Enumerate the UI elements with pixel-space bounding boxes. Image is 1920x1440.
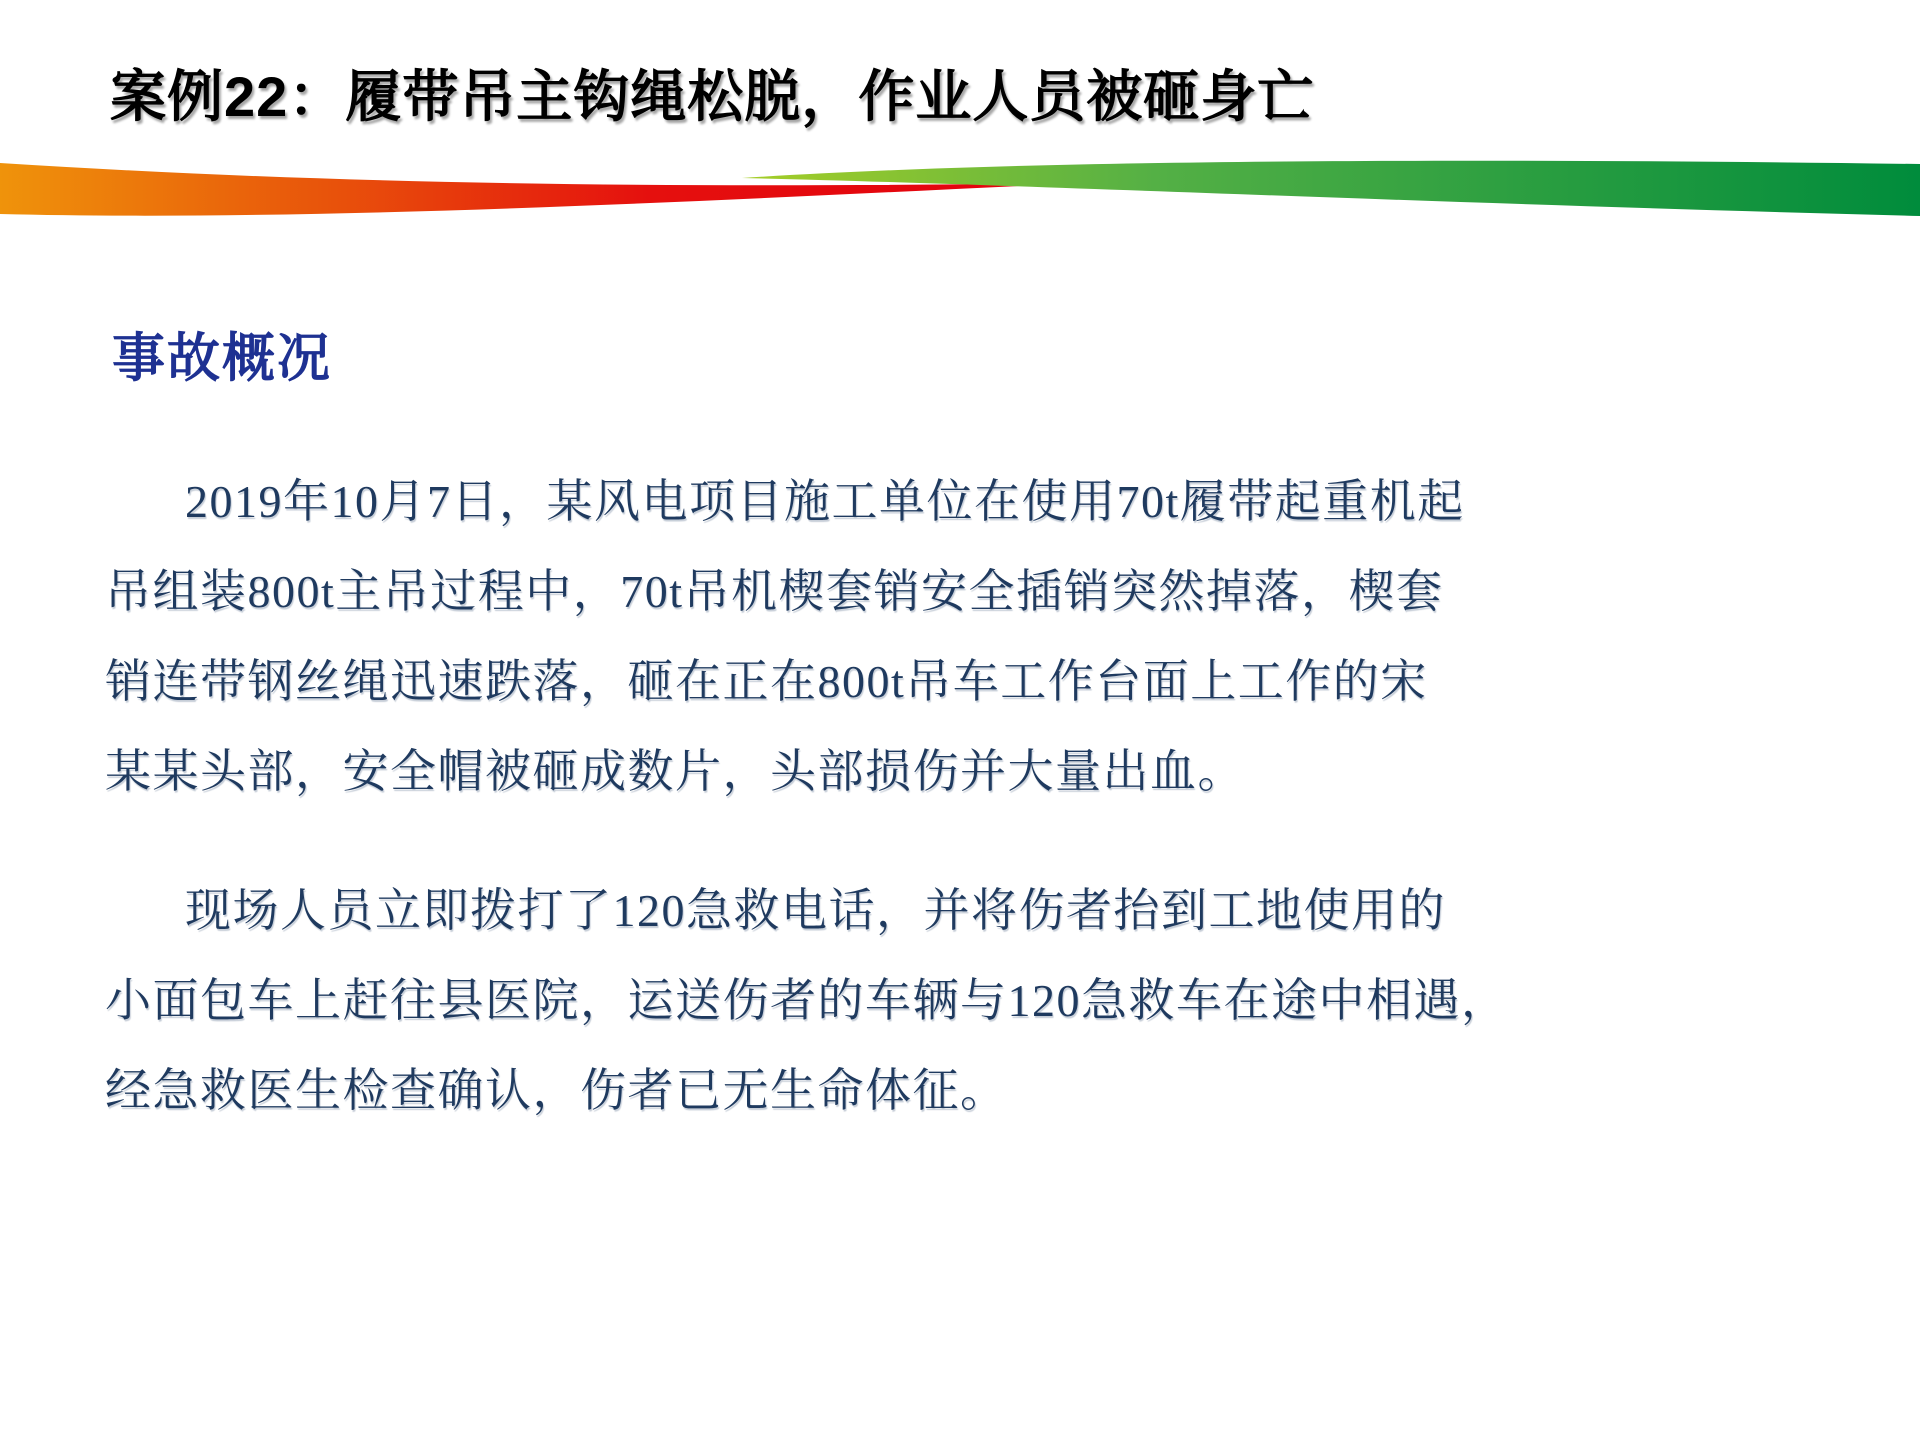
ribbon-wave-decoration: [0, 130, 1920, 280]
slide-title: 案例22：履带吊主钩绳松脱，作业人员被砸身亡: [110, 65, 1315, 128]
text-line: 小面包车上赶往县医院，运送伤者的车辆与120急救车在途中相遇，: [105, 975, 1509, 1026]
text-line: 吊组装800t主吊过程中，70t吊机楔套销安全插销突然掉落，楔套: [105, 566, 1444, 617]
text-line: 2019年10月7日，某风电项目施工单位在使用70t履带起重机起: [185, 476, 1465, 527]
text-line: 现场人员立即拨打了120急救电话，并将伤者抬到工地使用的: [185, 885, 1446, 936]
paragraph-rescue-outcome: [105, 866, 1509, 1136]
section-heading: 事故概况: [112, 329, 332, 388]
paragraph-accident-overview: [105, 457, 1505, 817]
ribbon-wave-svg: [0, 130, 1920, 280]
body-text-block: [105, 457, 1509, 1136]
text-line: 销连带钢丝绳迅速跌落，砸在正在800t吊车工作台面上工作的宋: [105, 656, 1428, 707]
text-line: 某某头部，安全帽被砸成数片，头部损伤并大量出血。: [105, 746, 1245, 797]
text-line: 经急救医生检查确认，伤者已无生命体征。: [105, 1065, 1008, 1116]
